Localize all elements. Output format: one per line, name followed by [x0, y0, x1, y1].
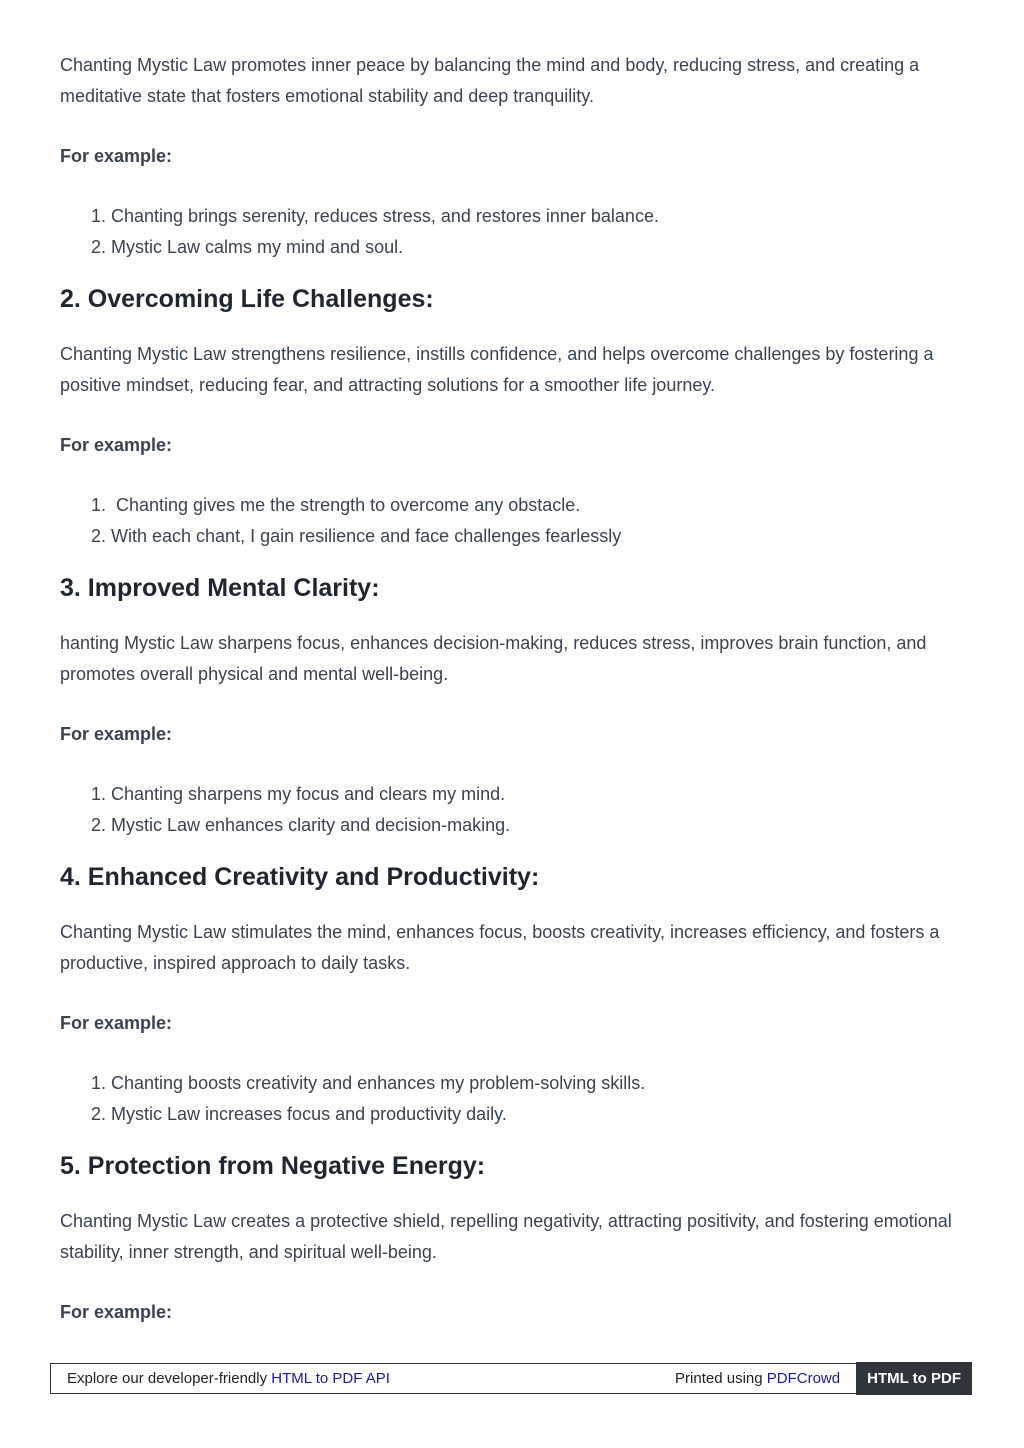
list-item: 1. Chanting boosts creativity and enhances my problem-solving skills. [111, 1068, 970, 1099]
list-item: 1. Chanting sharpens my focus and clears my mind. [111, 779, 970, 810]
document-body [60, 50, 970, 1357]
section-paragraph: Chanting Mystic Law stimulates the mind, enhances focus, boosts creativity, increases efficiency, and fosters a productive, inspired approach to daily tasks. [60, 922, 940, 973]
html-to-pdf-brand-button[interactable]: HTML to PDF [856, 1362, 972, 1395]
example-label: For example: [60, 724, 173, 744]
list-item: 2. Mystic Law increases focus and productivity daily. [111, 1099, 970, 1130]
section-heading-overcoming-challenges: 2. Overcoming Life Challenges: [60, 285, 434, 313]
pdfcrowd-link[interactable]: PDFCrowd [766, 1370, 841, 1387]
section-heading-creativity-productivity: 4. Enhanced Creativity and Productivity: [60, 863, 540, 891]
list-item: 2. Mystic Law calms my mind and soul. [111, 232, 970, 263]
intro-example-list [60, 201, 970, 263]
footer-printed-text: Printed using [675, 1370, 767, 1387]
footer-printed [675, 1370, 856, 1387]
example-label: For example: [60, 1013, 173, 1033]
list-item: 1. Chanting gives me the strength to overcome any obstacle. [111, 490, 970, 521]
example-list [60, 490, 970, 552]
footer-explore [51, 1370, 675, 1387]
section-paragraph: hanting Mystic Law sharpens focus, enhances decision-making, reduces stress, improves brain function, and promotes overall physical and mental well-being. [60, 633, 927, 684]
html-to-pdf-api-link[interactable]: HTML to PDF API [271, 1370, 390, 1387]
section-heading-mental-clarity: 3. Improved Mental Clarity: [60, 574, 380, 602]
section-heading-negative-energy: 5. Protection from Negative Energy: [60, 1152, 486, 1180]
section-paragraph: Chanting Mystic Law creates a protective shield, repelling negativity, attracting positivity, and fostering emotional stability, inner strength, and spiritual well-being. [60, 1211, 952, 1262]
pdfcrowd-footer-banner [50, 1363, 972, 1394]
list-item: 2. With each chant, I gain resilience and face challenges fearlessly [111, 521, 970, 552]
example-list [60, 779, 970, 841]
intro-example-label: For example: [60, 146, 173, 166]
footer-explore-text: Explore our developer-friendly [67, 1370, 272, 1387]
list-item: 1. Chanting brings serenity, reduces stress, and restores inner balance. [111, 201, 970, 232]
example-list [60, 1068, 970, 1130]
section-paragraph: Chanting Mystic Law strengthens resilience, instills confidence, and helps overcome challenges by fostering a positive mindset, reducing fear, and attracting solutions for a smoother life journey. [60, 344, 934, 395]
intro-paragraph: Chanting Mystic Law promotes inner peace by balancing the mind and body, reducing stress, and creating a meditative state that fosters emotional stability and deep tranquility. [60, 55, 920, 106]
example-label: For example: [60, 435, 173, 455]
example-label: For example: [60, 1302, 173, 1322]
list-item: 2. Mystic Law enhances clarity and decision-making. [111, 810, 970, 841]
